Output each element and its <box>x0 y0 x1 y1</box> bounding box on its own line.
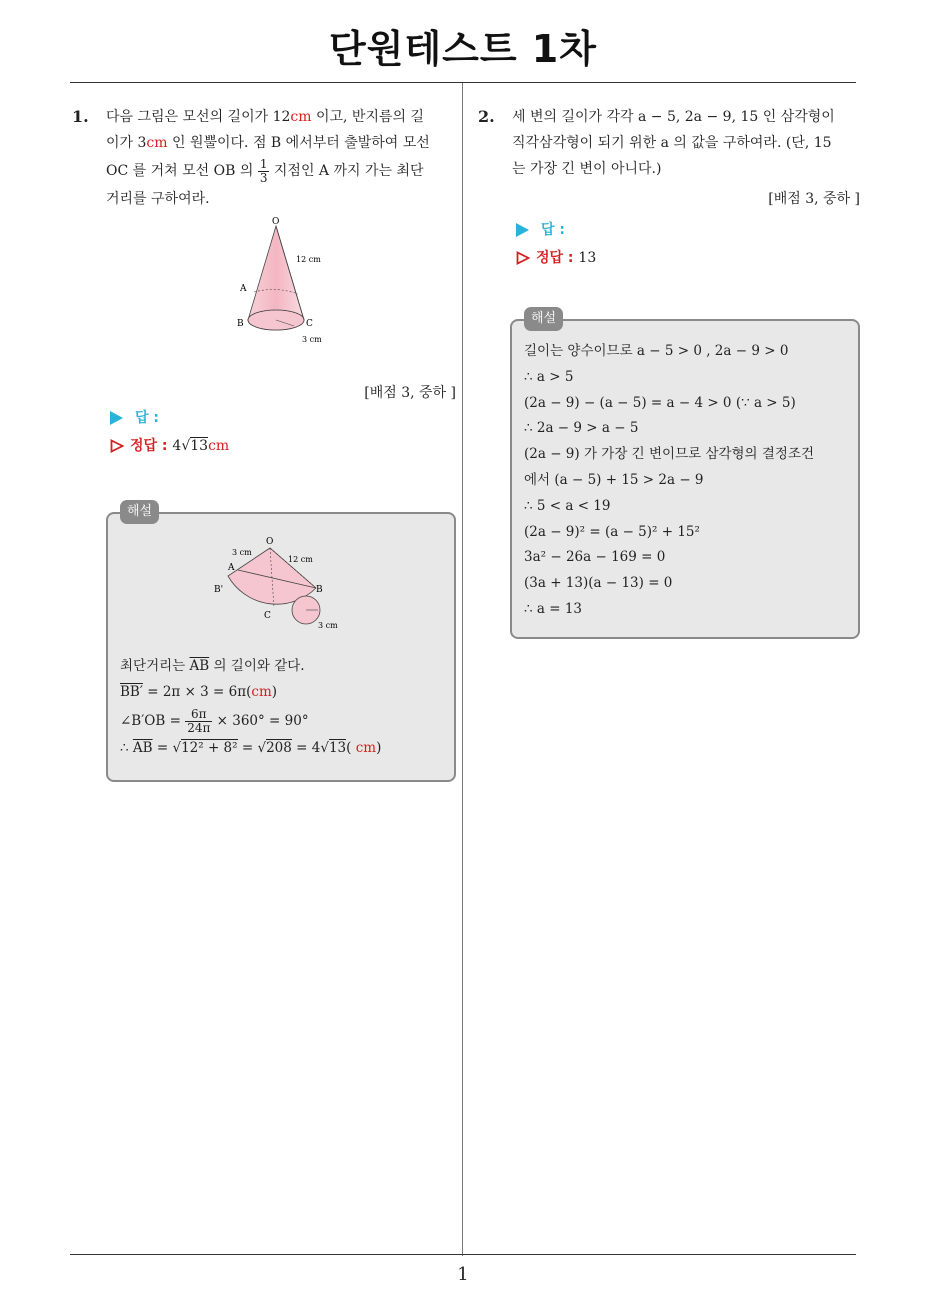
score: [배점 3, 중하 ] <box>364 385 456 401</box>
solution-line: (3a + 13)(a − 13) = 0 <box>524 575 673 592</box>
label-top-left: 3 cm <box>232 548 252 557</box>
answer-row: 답 : <box>110 404 456 432</box>
label-a: A <box>228 563 235 573</box>
label-slant: 12 cm <box>296 255 321 264</box>
label-slant: 12 cm <box>288 555 313 564</box>
solution-line: ∴ 2a − 9 > a − 5 <box>524 420 639 437</box>
solution-box-2 <box>510 311 860 639</box>
cone-figure <box>232 216 352 354</box>
solution-line: ∴ $\overline{AB} = √12^2 + 8^2 = √208 = 4√13$( cm) <box>120 739 382 756</box>
top-rule <box>70 82 856 83</box>
question-line: 세 변의 길이가 각각 a − 5, 2a − 9, 15 인 삼각형이 <box>512 109 835 125</box>
solution-line: BB′ = 2π × 3 = 6π(cm) <box>120 683 278 700</box>
question-line: 직각삼각형이 되기 위한 a 의 값을 구하여라. (단, 15 <box>512 135 832 151</box>
question-line: 거리를 구하여라. <box>106 191 210 207</box>
solution-tag: 해설 <box>524 307 563 331</box>
solution-box-1 <box>106 504 456 782</box>
solution-line: (2a − 9)² = (a − 5)² + 15² <box>524 523 700 540</box>
solution-line: ∠B′OB = $\frac{6\pi}{24\pi}$ × 360° = 90° <box>120 706 309 735</box>
column-divider <box>462 83 463 1256</box>
solution-line: 길이는 양수이므로 a − 5 > 0 , 2a − 9 > 0 <box>524 343 789 359</box>
question-number: 2. <box>478 107 495 126</box>
play-icon <box>516 223 529 237</box>
solution-line: ∴ 5 < a < 19 <box>524 497 611 514</box>
label-b: B <box>316 585 323 595</box>
label-radius: 3 cm <box>302 335 322 344</box>
answer-row: 답 : <box>516 216 860 244</box>
play-outline-icon <box>110 439 124 453</box>
correct-answer-row: 정답 : 13 <box>516 244 860 272</box>
solution-text <box>120 654 381 761</box>
solution-line: ∴ a > 5 <box>524 368 574 385</box>
question-1 <box>72 104 456 454</box>
label-o: O <box>272 217 280 227</box>
label-radius: 3 cm <box>318 621 338 630</box>
solution-text <box>524 339 814 623</box>
solution-line: 3a² − 26a − 169 = 0 <box>524 549 666 566</box>
solution-line: (2a − 9) − (a − 5) = a − 4 > 0 (∵ a > 5) <box>524 394 796 411</box>
question-line: 는 가장 긴 변이 아니다.) <box>512 161 662 177</box>
label-a: A <box>240 284 247 294</box>
correct-answer-row: 정답 : 4√13cm <box>110 432 456 460</box>
unfolded-cone-figure <box>214 534 354 638</box>
solution-line: ∴ a = 13 <box>524 600 583 617</box>
page-number: 1 <box>457 1264 469 1285</box>
label-b: B <box>237 319 244 329</box>
solution-line: 에서 (a − 5) + 15 > 2a − 9 <box>524 471 704 488</box>
page-title: 단원테스트 1차 <box>329 27 597 71</box>
solution-tag: 해설 <box>120 500 159 524</box>
play-icon <box>110 411 123 425</box>
question-number: 1. <box>72 107 89 126</box>
play-outline-icon <box>516 251 530 265</box>
label-o: O <box>266 537 274 547</box>
question-line: OC 를 거쳐 모선 OB 의 $\frac{1}{3}$ 지점인 A 까지 가는 최단 <box>106 156 424 185</box>
label-c: C <box>264 611 271 621</box>
question-2 <box>478 104 860 272</box>
score: [배점 3, 중하 ] <box>768 191 860 207</box>
question-text <box>106 104 456 212</box>
solution-line: (2a − 9) 가 가장 긴 변이므로 삼각형의 결정조건 <box>524 446 815 463</box>
question-line: 이가 3cm 인 원뿔이다. 점 B 에서부터 출발하여 모선 <box>106 135 430 151</box>
fraction: $\frac{1}{3}$ <box>259 156 268 185</box>
question-line: 다음 그림은 모선의 길이가 12cm 이고, 반지름의 길 <box>106 109 424 125</box>
label-c: C <box>306 319 313 329</box>
bottom-rule <box>70 1254 856 1255</box>
solution-line: 최단거리는 $\overline{AB}$ 의 길이와 같다. <box>120 658 305 674</box>
question-text <box>512 104 860 182</box>
label-b-prime: B' <box>214 585 224 595</box>
